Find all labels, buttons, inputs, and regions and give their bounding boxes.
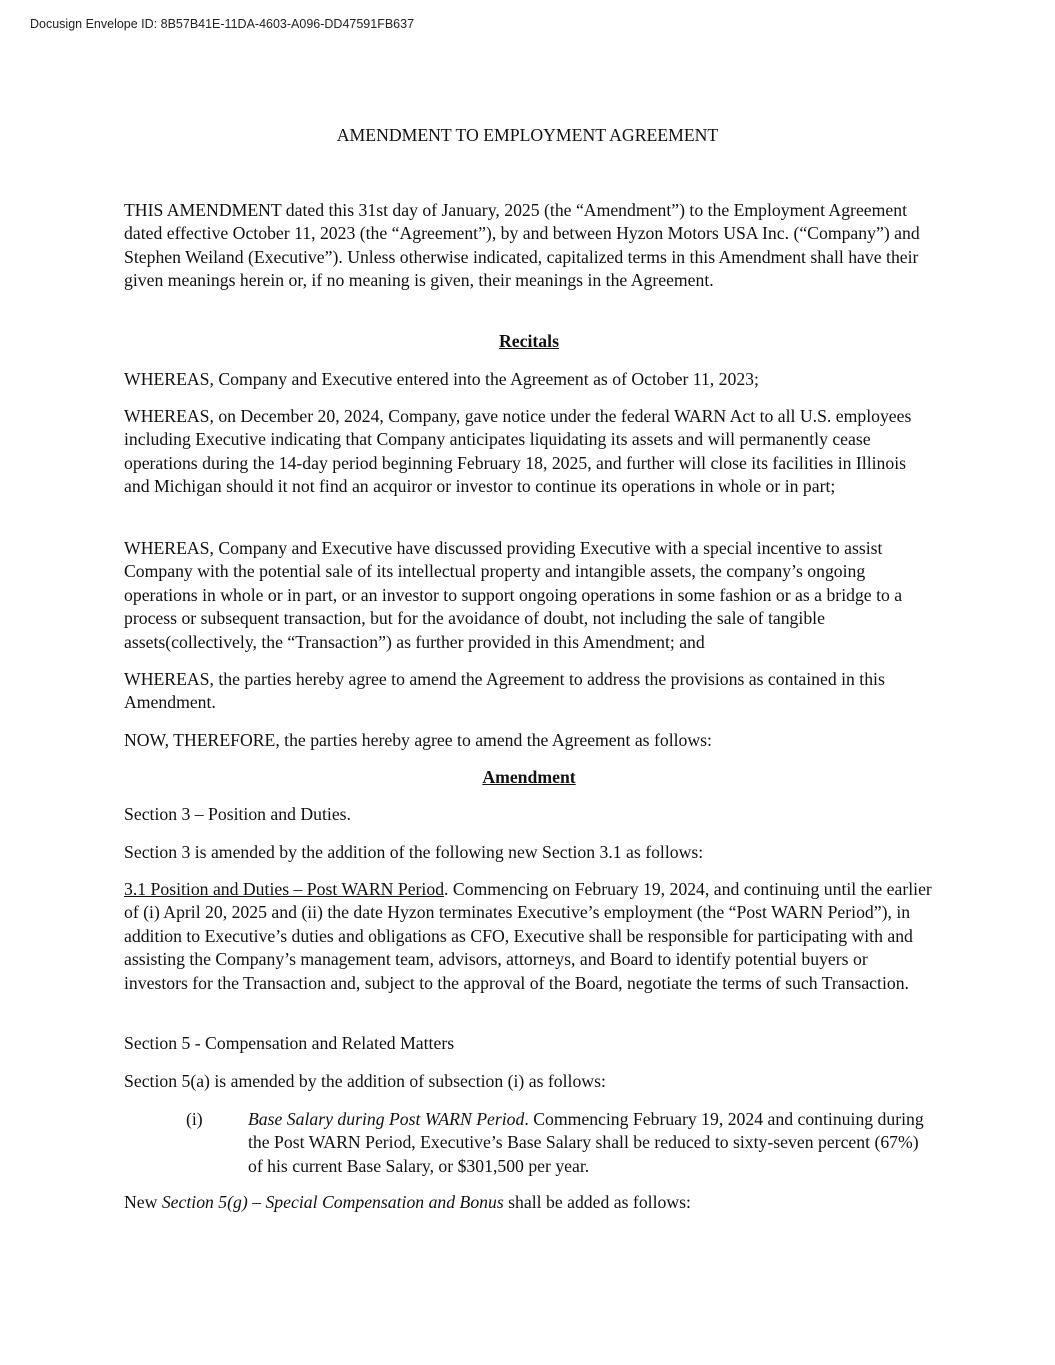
recital-3 (124, 537, 934, 654)
subsection-i-marker: (i) (186, 1109, 203, 1129)
section-3-1-label: 3.1 Position and Duties – Post WARN Period (124, 879, 445, 899)
section-5-title-text: Section 5 - Compensation and Related Matters (124, 1033, 455, 1053)
section-5-title (124, 1032, 934, 1055)
recital-1 (124, 368, 934, 391)
recitals-heading: Recitals (499, 331, 559, 351)
amendment-heading-block (124, 766, 934, 789)
envelope-id: Docusign Envelope ID: 8B57B41E-11DA-4603-A096-DD47591FB637 (30, 17, 415, 31)
subsection-i-label: Base Salary during Post WARN Period (248, 1109, 525, 1129)
section-3-1-text (124, 878, 934, 995)
section-3-title-text: Section 3 – Position and Duties. (124, 804, 351, 824)
section-5g-prefix: New (124, 1192, 162, 1212)
recitals-heading-block (124, 330, 934, 353)
section-5a-intro-text: Section 5(a) is amended by the addition of subsection (i) as follows: (124, 1071, 606, 1091)
section-5a-intro (124, 1070, 934, 1093)
now-therefore (124, 729, 934, 752)
section-3-intro (124, 841, 934, 864)
section-3-title (124, 803, 934, 826)
recital-text: WHEREAS, Company and Executive have discussed providing Executive with a special incentive to assist Company with the potential sale of its intellectual property and intangible assets, the company’s ongoing operations in whole or in part, or an investor to support ongoing operations in some fashion or as a bridge to a process or subsequent transaction, but for the avoidance of doubt, not including the sale of tangible assets(collectively, the “Transaction”) as further provided in this Amendment; and (124, 538, 903, 652)
intro-text: THIS AMENDMENT dated this 31st day of January, 2025 (the “Amendment”) to the Employment Agreement dated effective October 11, 2023 (the “Agreement”), by and between Hyzon Motors USA Inc. (“Company”) and Stephen Weiland (Executive”). Unless otherwise indicated, capitalized terms in this Amendment shall have their given meanings herein or, if no meaning is given, their meanings in the Agreement. (124, 200, 920, 291)
section-5g-intro (124, 1191, 934, 1214)
section-5g-label: Section 5(g) – Special Compensation and Bonus (161, 1192, 504, 1212)
subsection-i-text: . Commencing February 19, 2024 and continuing during the Post WARN Period, Executive’s Base Salary shall be reduced to sixty-seven percent (67%) of his current Base Salary, or $301,500 per year. (248, 1109, 924, 1176)
subsection-i-body (248, 1108, 930, 1178)
document-title: AMENDMENT TO EMPLOYMENT AGREEMENT (336, 125, 719, 145)
recital-text: WHEREAS, the parties hereby agree to amend the Agreement to address the provisions as contained in this Amendment. (124, 669, 885, 713)
recital-4 (124, 668, 934, 715)
recital-text: WHEREAS, on December 20, 2024, Company, gave notice under the federal WARN Act to all U.S. employees including Executive indicating that Company anticipates liquidating its assets and will permanently cease operations during the 14-day period beginning February 18, 2025, and further will close its facilities in Illinois and Michigan should it not find an acquiror or investor to continue its operations in whole or in part; (124, 406, 912, 497)
section-5g-text (124, 1191, 934, 1214)
intro-paragraph (124, 199, 934, 293)
now-therefore-text: NOW, THEREFORE, the parties hereby agree to amend the Agreement as follows: (124, 730, 712, 750)
recital-2 (124, 405, 934, 499)
recital-text: WHEREAS, Company and Executive entered into the Agreement as of October 11, 2023; (124, 369, 759, 389)
section-3-1-body: . Commencing on February 19, 2024, and continuing until the earlier of (i) April 20, 2025 and (ii) the date Hyzon terminates Executive’s employment (the “Post WARN Period”), in addition to Executive’s duties and obligations as CFO, Executive shall be responsible for participating with and assisting the Company’s management team, advisors, attorneys, and Board to identify potential buyers or investors for the Transaction and, subject to the approval of the Board, negotiate the terms of such Transaction. (124, 879, 932, 993)
section-3-1 (124, 878, 934, 995)
section-5g-suffix: shall be added as follows: (503, 1192, 691, 1212)
section-3-intro-text: Section 3 is amended by the addition of the following new Section 3.1 as follows: (124, 842, 704, 862)
amendment-heading: Amendment (482, 767, 576, 787)
